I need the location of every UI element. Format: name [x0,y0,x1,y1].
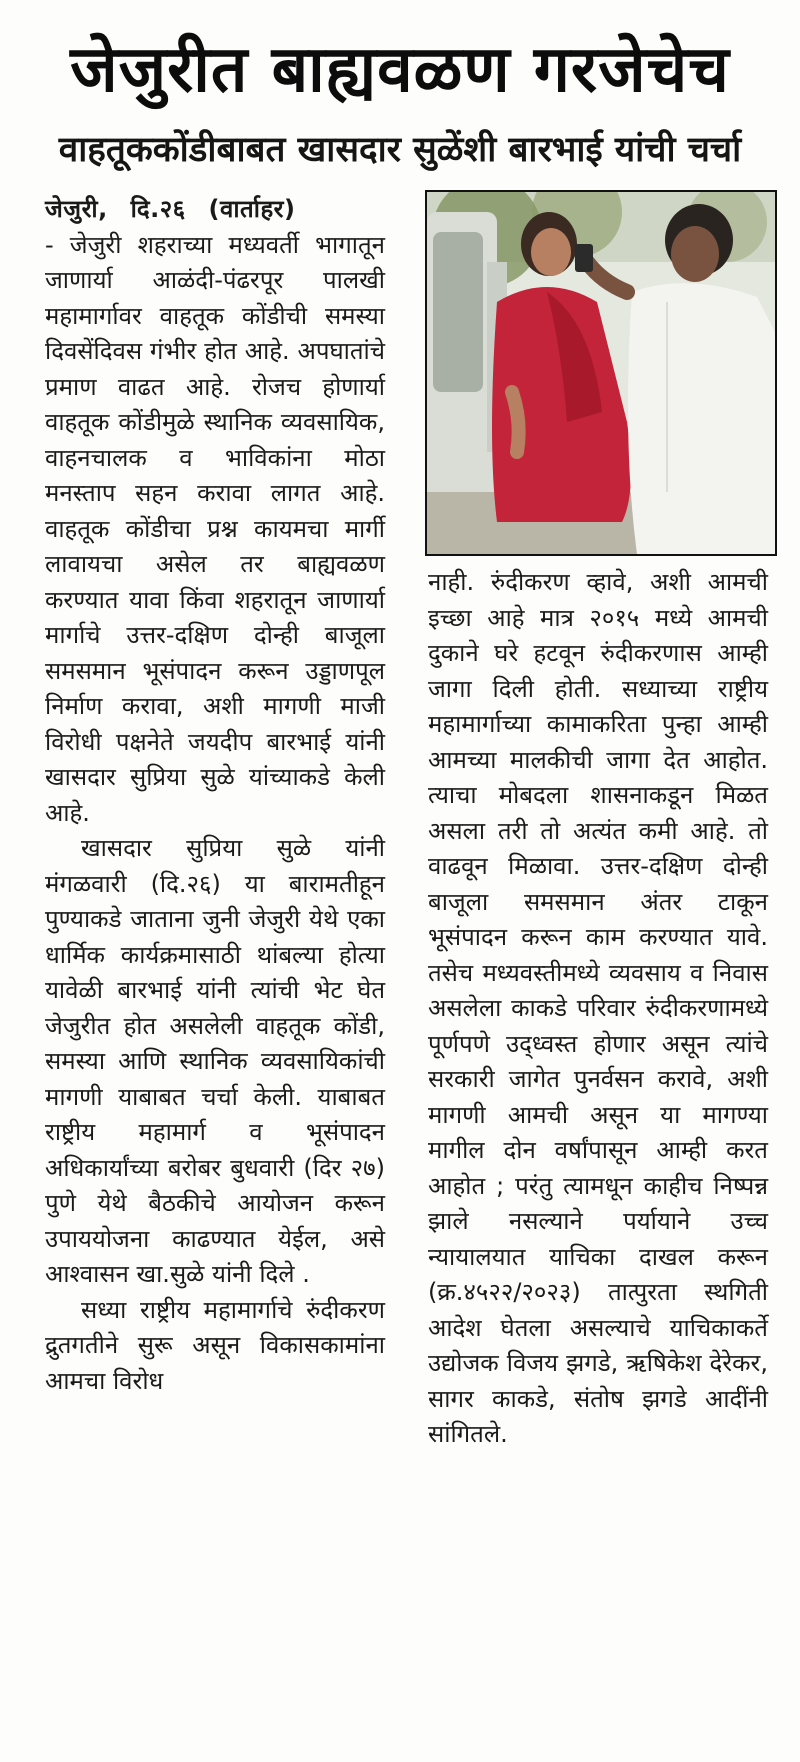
article-paragraph: - जेजुरी शहराच्या मध्यवर्ती भागातून जाणार्या आळंदी-पंढरपूर पालखी महामार्गावर वाहतूक कोंडीची समस्या दिवसेंदिवस गंभीर होत आहे. अपघातांचे प्रमाण वाढत आहे. रोजच होणार्या वाहतूक कोंडीमुळे स्थानिक व्यवसायिक, वाहनचालक व भाविकांना मोठा मनस्ताप सहन करावा लागत आहे. वाहतूक कोंडीचा प्रश्न कायमचा मार्गी लावायचा असेल तर बाह्यवळण करण्यात यावा किंवा शहरातून जाणार्या मार्गाचे उत्तर-दक्षिण दोन्ही बाजूला समसमान भूसंपादन करून उड्डाणपूल निर्माण करावा, अशी मागणी माजी विरोधी पक्षनेते जयदीप बारभाई यांनी खासदार सुप्रिया सुळे यांच्याकडे केली आहे. [45,230,385,827]
article-paragraph: नाही. रुंदीकरण व्हावे, अशी आमची इच्छा आहे मात्र २०१५ मध्ये आमची दुकाने घरे हटवून रुंदीकरणास आम्ही जागा दिली होती. सध्याच्या राष्ट्रीय महामार्गाच्या कामाकरिता पुन्हा आम्ही आमच्या मालकीची जागा देत आहोत. त्याचा मोबदला शासनाकडून मिळत असला तरी तो अत्यंत कमी आहे. तो वाढवून मिळावा. उत्तर-दक्षिण दोन्ही बाजूला समसमान अंतर टाकून भूसंपादन करून काम करण्यात यावे. तसेच मध्यवस्तीमध्ये व्यवसाय व निवास असलेला काकडे परिवार रुंदीकरणामध्ये पूर्णपणे उद्ध्वस्त होणार असून त्यांचे सरकारी जागेत पुनर्वसन करावे, अशी मागणी आमची असून या मागण्या मागील दोन वर्षांपासून आम्ही करत आहोत ; परंतु त्यामधून काहीच निष्पन्न झाले नसल्याने पर्यायाने उच्च न्यायालयात याचिका दाखल करून (क्र.४५२२/२०२३) तात्पुरता स्थगिती आदेश घेतला असल्याचे याचिकाकर्ते उद्योजक विजय झगडे, ऋषिकेश देरेकर, सागर काकडे, संतोष झगडे आदींनी सांगितले. [428,568,768,1448]
shirt-shape [628,283,775,554]
headline: जेजुरीत बाह्यवळण गरजेचेच [70,33,730,107]
phone-icon [575,244,593,272]
news-photo [425,190,777,556]
subheadline: वाहतूककोंडीबाबत खासदार सुळेंशी बारभाई यांची चर्चा [58,130,742,170]
photo-illustration [427,192,775,554]
article-column-right [428,565,768,1453]
dateline: जेजुरी, दि.२६ (वार्ताहर) [45,195,296,223]
article-paragraph: सध्या राष्ट्रीय महामार्गाचे रुंदीकरण द्रुतगतीने सुरू असून विकासकामांना आमचा विरोध [45,1295,385,1395]
article-paragraph: खासदार सुप्रिया सुळे यांनी मंगळवारी (दि.२६) या बारामतीहून पुण्याकडे जाताना जुनी जेजुरी येथे एका धार्मिक कार्यक्रमासाठी थांबल्या होत्या यावेळी बारभाई यांनी त्यांची भेट घेत जेजुरीत होत असलेली वाहतूक कोंडी, समस्या आणि स्थानिक व्यवसायिकांची मागणी याबाबत चर्चा केली. याबाबत राष्ट्रीय महामार्ग व भूसंपादन अधिकार्यांच्या बरोबर बुधवारी (दिर २७) पुणे येथे बैठकीचे आयोजन करून उपाययोजना काढण्यात येईल, असे आश्वासन खा.सुळे यांनी दिले . [45,834,385,1288]
article-column-left [45,192,385,1399]
